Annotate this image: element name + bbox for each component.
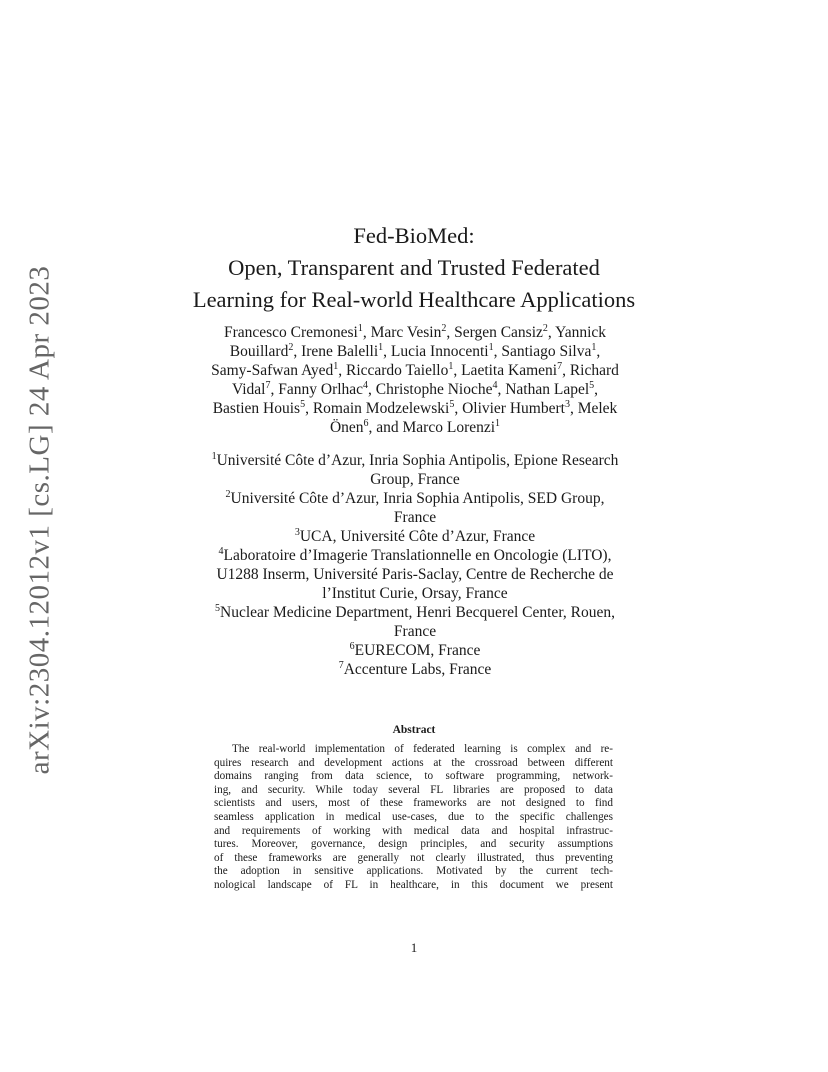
affiliation-line xyxy=(170,622,660,641)
abstract-heading: Abstract xyxy=(392,724,436,736)
affiliation-marker: 5 xyxy=(449,398,455,410)
line-text: France xyxy=(393,509,437,526)
line-text: , Melek xyxy=(569,400,618,417)
affiliation-marker: 1 xyxy=(448,360,454,372)
affiliation-marker: 2 xyxy=(542,322,548,334)
line-text: Université Côte d’Azur, Inria Sophia Antipolis, SED Group, xyxy=(230,490,605,507)
abstract-line: and requirements of working with medical data and hospital infrastruc- xyxy=(214,824,613,837)
line-text: , Sergen Cansiz xyxy=(446,324,543,341)
abstract-line: of these frameworks are generally not clearly illustrated, thus preventing xyxy=(214,851,613,864)
affiliation-marker: 4 xyxy=(492,379,498,391)
affiliation-marker: 5 xyxy=(589,379,595,391)
affiliation-marker: 1 xyxy=(211,450,217,462)
page-number: 1 xyxy=(410,940,418,955)
author-line xyxy=(190,342,640,361)
line-text: Accenture Labs, France xyxy=(343,661,492,678)
line-text: Bouillard xyxy=(229,343,289,360)
line-text: Laboratoire d’Imagerie Translationnelle en Oncologie (LITO), xyxy=(223,547,612,564)
line-text: , Irene Balelli xyxy=(293,343,379,360)
line-text: UCA, Université Côte d’Azur, France xyxy=(299,528,536,545)
title-line: Learning for Real-world Healthcare Applications xyxy=(192,287,636,312)
line-text: , xyxy=(594,381,599,398)
line-text: Bastien Houis xyxy=(212,400,301,417)
line-text: , Lucia Innocenti xyxy=(383,343,489,360)
affiliation-line xyxy=(170,489,660,508)
affiliation-marker: 1 xyxy=(333,360,339,372)
affiliation-marker: 1 xyxy=(591,341,597,353)
line-text: Nuclear Medicine Department, Henri Becquerel Center, Rouen, xyxy=(220,604,615,621)
affiliation-marker: 3 xyxy=(294,526,300,538)
affiliation-line xyxy=(170,470,660,489)
affiliation-marker: 2 xyxy=(288,341,294,353)
line-text: , Christophe Nioche xyxy=(368,381,493,398)
line-text: , and Marco Lorenzi xyxy=(368,419,496,436)
affiliation-line xyxy=(170,546,660,565)
affiliation-line xyxy=(170,641,660,660)
affiliation-marker: 6 xyxy=(349,640,355,652)
affiliation-line xyxy=(170,451,660,470)
affiliation-line xyxy=(170,660,660,679)
abstract-line: quires research and development actions at the crossroad between different xyxy=(214,756,613,769)
abstract-line: seamless application in medical use-cases, due to the specific challenges xyxy=(214,810,613,823)
affiliation-marker: 7 xyxy=(338,659,344,671)
affiliation-marker: 6 xyxy=(363,417,369,429)
line-text: , Santiago Silva xyxy=(493,343,592,360)
line-text: Université Côte d’Azur, Inria Sophia Antipolis, Epione Research xyxy=(216,452,619,469)
affiliation-line xyxy=(170,603,660,622)
arxiv-identifier-stamp: arXiv:2304.12012v1 [cs.LG] 24 Apr 2023 xyxy=(23,265,56,775)
affiliation-marker: 2 xyxy=(441,322,447,334)
author-line xyxy=(190,399,640,418)
line-text: Vidal xyxy=(231,381,266,398)
line-text: Francesco Cremonesi xyxy=(223,324,358,341)
affiliation-marker: 1 xyxy=(488,341,494,353)
line-text: U1288 Inserm, Université Paris-Saclay, Centre de Recherche de xyxy=(216,566,614,583)
line-text: l’Institut Curie, Orsay, France xyxy=(322,585,508,602)
title-line: Open, Transparent and Trusted Federated xyxy=(228,255,600,280)
affiliation-line xyxy=(170,584,660,603)
line-text: , Romain Modzelewski xyxy=(305,400,450,417)
line-text: , Nathan Lapel xyxy=(497,381,590,398)
abstract-line: scientists and users, most of these frameworks are not designed to find xyxy=(214,797,613,810)
abstract-line: The real-world implementation of federated learning is complex and re- xyxy=(232,743,613,755)
line-text: , Richard xyxy=(562,362,619,379)
abstract-body xyxy=(214,743,613,893)
abstract-line: ing, and security. While today several FL libraries are proposed to data xyxy=(214,783,613,796)
line-text: , Fanny Orlhac xyxy=(270,381,364,398)
affiliation-line xyxy=(170,508,660,527)
affiliation-marker: 1 xyxy=(378,341,384,353)
affiliation-marker: 1 xyxy=(357,322,363,334)
affiliation-marker: 3 xyxy=(564,398,570,410)
title-line: Fed-BioMed: xyxy=(353,223,475,248)
abstract-line: the adoption in sensitive applications. Motivated by the current tech- xyxy=(214,865,613,878)
author-list xyxy=(190,323,640,437)
affiliation-marker: 4 xyxy=(363,379,369,391)
line-text: Önen xyxy=(329,419,364,436)
abstract-line: domains ranging from data science, to software programming, network- xyxy=(214,770,613,783)
affiliation-marker: 2 xyxy=(225,488,231,500)
line-text: Group, France xyxy=(370,471,460,488)
line-text: , xyxy=(596,343,601,360)
author-line xyxy=(190,418,640,437)
affiliation-marker: 7 xyxy=(557,360,563,372)
line-text: France xyxy=(393,623,437,640)
line-text: , Riccardo Taiello xyxy=(338,362,449,379)
affiliation-marker: 4 xyxy=(218,545,224,557)
line-text: Samy-Safwan Ayed xyxy=(211,362,334,379)
affiliation-marker: 5 xyxy=(215,602,221,614)
author-line xyxy=(190,361,640,380)
affiliation-marker: 7 xyxy=(265,379,271,391)
author-line xyxy=(190,380,640,399)
line-text: , Marc Vesin xyxy=(362,324,442,341)
abstract-line: tures. Moreover, governance, design principles, and security assumptions xyxy=(214,838,613,851)
affiliation-line xyxy=(170,565,660,584)
affiliation-marker: 1 xyxy=(495,417,501,429)
line-text: , Laetita Kameni xyxy=(453,362,558,379)
line-text: EURECOM, France xyxy=(354,642,481,659)
line-text: , Olivier Humbert xyxy=(454,400,565,417)
author-line xyxy=(190,323,640,342)
affiliation-line xyxy=(170,527,660,546)
line-text: , Yannick xyxy=(547,324,607,341)
affiliation-list xyxy=(170,451,660,679)
abstract-line: nological landscape of FL in healthcare, in this document we present xyxy=(214,878,613,891)
affiliation-marker: 5 xyxy=(300,398,306,410)
paper-title xyxy=(0,220,828,316)
